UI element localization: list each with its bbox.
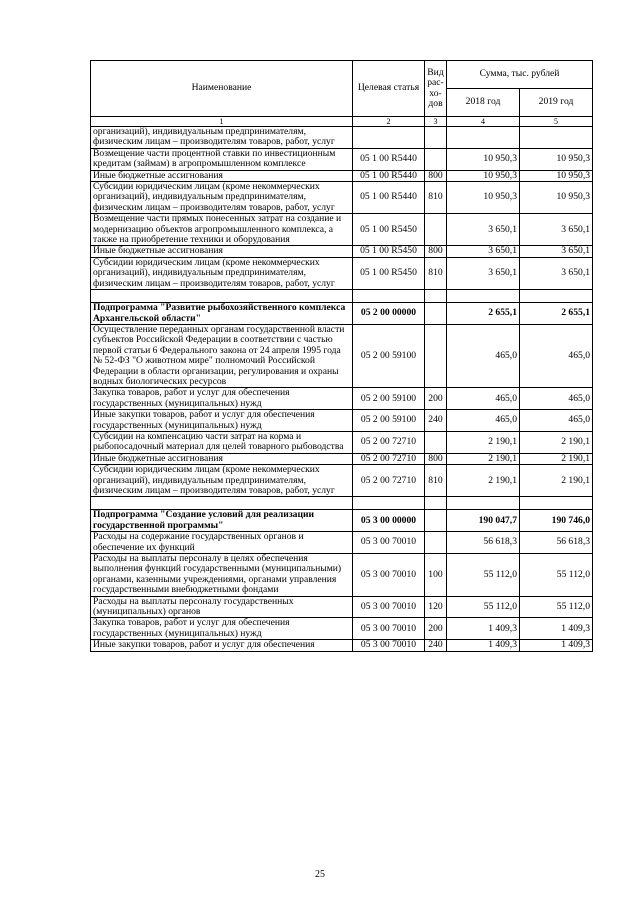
subprogram-row xyxy=(91,303,593,325)
sum-2019-cell: 3 650,1 xyxy=(520,214,593,246)
sum-2019-cell: 1 409,3 xyxy=(520,640,593,651)
row-name-cell: Расходы на выплаты персоналу государственных (муниципальных) органов xyxy=(91,596,353,618)
expense-type-cell xyxy=(425,532,447,554)
row-name-cell: Субсидии юридическим лицам (кроме некоммерческих организаций), индивидуальным предпринимателям, физическим лицам – производителям товаров, работ, услуг xyxy=(91,257,353,289)
row-name-cell: Подпрограмма "Создание условий для реализации государственной программы" xyxy=(91,510,353,532)
table-row xyxy=(91,596,593,618)
header-year-2019: 2019 год xyxy=(520,89,593,117)
table-row xyxy=(91,618,593,640)
row-name-cell: организаций), индивидуальным предпринимателям, физическим лицам – производителям товаров, работ, услуг xyxy=(91,127,353,149)
sum-2019-cell: 2 190,1 xyxy=(520,465,593,497)
target-article-cell: 05 1 00 R5440 xyxy=(353,148,425,170)
table-row xyxy=(91,170,593,181)
sum-2018-cell: 1 409,3 xyxy=(447,618,520,640)
sum-2018-cell: 465,0 xyxy=(447,388,520,410)
expense-type-cell xyxy=(425,324,447,387)
sum-2019-cell: 465,0 xyxy=(520,324,593,387)
column-number-row xyxy=(91,117,593,127)
sum-2018-cell: 2 190,1 xyxy=(447,453,520,464)
table-row xyxy=(91,148,593,170)
target-article-cell: 05 3 00 70010 xyxy=(353,618,425,640)
target-article-cell: 05 2 00 59100 xyxy=(353,410,425,432)
row-name-cell: Возмещение части процентной ставки по инвестиционным кредитам (займам) в агропромышленном комплексе xyxy=(91,148,353,170)
sum-2019-cell xyxy=(520,127,593,149)
sum-2018-cell: 465,0 xyxy=(447,324,520,387)
row-name-cell: Иные закупки товаров, работ и услуг для обеспечения государственных (муниципальных) нужд xyxy=(91,410,353,432)
sum-2019-cell: 3 650,1 xyxy=(520,257,593,289)
row-name-cell: Иные бюджетные ассигнования xyxy=(91,453,353,464)
expense-type-cell: 200 xyxy=(425,618,447,640)
expense-type-cell: 810 xyxy=(425,257,447,289)
sum-2018-cell: 10 950,3 xyxy=(447,182,520,214)
row-name-cell: Субсидии юридическим лицам (кроме некоммерческих организаций), индивидуальным предпринимателям, физическим лицам – производителям товаров, работ, услуг xyxy=(91,182,353,214)
sum-2019-cell: 2 190,1 xyxy=(520,453,593,464)
target-article-cell: 05 1 00 R5450 xyxy=(353,246,425,257)
target-article-cell: 05 3 00 00000 xyxy=(353,510,425,532)
target-article-cell: 05 1 00 R5440 xyxy=(353,170,425,181)
sum-2019-cell: 10 950,3 xyxy=(520,182,593,214)
sum-2019-cell: 10 950,3 xyxy=(520,148,593,170)
expense-type-cell xyxy=(425,214,447,246)
row-name-cell: Расходы на выплаты персоналу в целях обеспечения выполнения функций государственными (муниципальными) органами, казенными учреждениями, органами управления государственными внебюджетными фондами xyxy=(91,554,353,597)
sum-2018-cell: 1 409,3 xyxy=(447,640,520,651)
sum-2018-cell: 2 655,1 xyxy=(447,303,520,325)
empty-cell xyxy=(353,290,425,303)
table-row xyxy=(91,246,593,257)
target-article-cell: 05 2 00 59100 xyxy=(353,388,425,410)
sum-2019-cell: 2 190,1 xyxy=(520,431,593,453)
expense-type-cell xyxy=(425,148,447,170)
sum-2018-cell: 3 650,1 xyxy=(447,257,520,289)
sum-2018-cell: 10 950,3 xyxy=(447,170,520,181)
target-article-cell: 05 1 00 R5450 xyxy=(353,214,425,246)
sum-2018-cell: 55 112,0 xyxy=(447,554,520,597)
empty-cell xyxy=(520,497,593,510)
sum-2018-cell: 2 190,1 xyxy=(447,465,520,497)
page-number: 25 xyxy=(315,869,325,880)
table-row xyxy=(91,532,593,554)
column-number: 2 xyxy=(353,117,425,127)
row-name-cell: Осуществление переданных органам государственной власти субъектов Российской Федерации в соответствии с частью первой статьи 6 Федерального закона от 24 апреля 1995 года № 52-ФЗ "О животном мире" полномочий Российской Федерации в области организации, регулирования и охраны водных биологических ресурсов xyxy=(91,324,353,387)
sum-2018-cell: 465,0 xyxy=(447,410,520,432)
row-name-cell: Возмещение части прямых понесенных затрат на создание и модернизацию объектов агропромышленного комплекса, а также на приобретение техники и оборудования xyxy=(91,214,353,246)
table-row xyxy=(91,214,593,246)
target-article-cell: 05 1 00 R5450 xyxy=(353,257,425,289)
row-name-cell: Иные бюджетные ассигнования xyxy=(91,170,353,181)
expense-type-cell: 810 xyxy=(425,465,447,497)
expense-type-cell: 120 xyxy=(425,596,447,618)
table-row xyxy=(91,465,593,497)
expense-type-cell: 100 xyxy=(425,554,447,597)
empty-cell xyxy=(91,497,353,510)
target-article-cell: 05 3 00 70010 xyxy=(353,596,425,618)
header-name: Наименование xyxy=(91,61,353,117)
table-row xyxy=(91,453,593,464)
row-name-cell: Субсидии юридическим лицам (кроме некоммерческих организаций), индивидуальным предпринимателям, физическим лицам – производителям товаров, работ, услуг xyxy=(91,465,353,497)
table-row xyxy=(91,257,593,289)
table-row xyxy=(91,182,593,214)
header-year-2018: 2018 год xyxy=(447,89,520,117)
table-spacer-row xyxy=(91,497,593,510)
target-article-cell: 05 2 00 59100 xyxy=(353,324,425,387)
row-name-cell: Иные бюджетные ассигнования xyxy=(91,246,353,257)
table-row xyxy=(91,410,593,432)
target-article-cell: 05 1 00 R5440 xyxy=(353,182,425,214)
sum-2018-cell: 190 047,7 xyxy=(447,510,520,532)
empty-cell xyxy=(520,290,593,303)
target-article-cell: 05 3 00 70010 xyxy=(353,640,425,651)
expense-type-cell xyxy=(425,127,447,149)
table-row xyxy=(91,388,593,410)
sum-2019-cell: 55 112,0 xyxy=(520,596,593,618)
empty-cell xyxy=(353,497,425,510)
expense-type-cell: 800 xyxy=(425,246,447,257)
empty-cell xyxy=(447,497,520,510)
row-name-cell: Подпрограмма "Развитие рыбохозяйственного комплекса Архангельской области" xyxy=(91,303,353,325)
empty-cell xyxy=(425,497,447,510)
expense-type-cell xyxy=(425,303,447,325)
table-row xyxy=(91,431,593,453)
row-name-cell: Иные закупки товаров, работ и услуг для обеспечения xyxy=(91,640,353,651)
table-row xyxy=(91,324,593,387)
sum-2019-cell: 190 746,0 xyxy=(520,510,593,532)
expense-type-cell: 200 xyxy=(425,388,447,410)
table-row xyxy=(91,640,593,651)
sum-2019-cell: 2 655,1 xyxy=(520,303,593,325)
column-number: 1 xyxy=(91,117,353,127)
sum-2019-cell: 465,0 xyxy=(520,388,593,410)
table-spacer-row xyxy=(91,290,593,303)
column-number: 4 xyxy=(447,117,520,127)
sum-2018-cell: 10 950,3 xyxy=(447,148,520,170)
table-row xyxy=(91,127,593,149)
sum-2018-cell: 56 618,3 xyxy=(447,532,520,554)
expense-type-cell xyxy=(425,431,447,453)
empty-cell xyxy=(447,290,520,303)
sum-2019-cell: 10 950,3 xyxy=(520,170,593,181)
sum-2018-cell: 2 190,1 xyxy=(447,431,520,453)
row-name-cell: Расходы на содержание государственных органов и обеспечение их функций xyxy=(91,532,353,554)
column-number: 3 xyxy=(425,117,447,127)
expense-type-cell: 240 xyxy=(425,640,447,651)
sum-2018-cell: 3 650,1 xyxy=(447,214,520,246)
target-article-cell: 05 2 00 72710 xyxy=(353,431,425,453)
target-article-cell: 05 2 00 72710 xyxy=(353,453,425,464)
row-name-cell: Субсидии на компенсацию части затрат на корма и рыбопосадочный материал для целей товарного рыбоводства xyxy=(91,431,353,453)
sum-2018-cell xyxy=(447,127,520,149)
target-article-cell xyxy=(353,127,425,149)
target-article-cell: 05 2 00 00000 xyxy=(353,303,425,325)
sum-2019-cell: 3 650,1 xyxy=(520,246,593,257)
row-name-cell: Закупка товаров, работ и услуг для обеспечения государственных (муниципальных) нужд xyxy=(91,388,353,410)
table-body xyxy=(91,127,593,652)
sum-2018-cell: 3 650,1 xyxy=(447,246,520,257)
target-article-cell: 05 3 00 70010 xyxy=(353,532,425,554)
column-number: 5 xyxy=(520,117,593,127)
expense-type-cell: 240 xyxy=(425,410,447,432)
empty-cell xyxy=(91,290,353,303)
expense-type-cell: 800 xyxy=(425,170,447,181)
sum-2019-cell: 55 112,0 xyxy=(520,554,593,597)
budget-table xyxy=(90,60,593,652)
header-target-article: Целевая статья xyxy=(353,61,425,117)
target-article-cell: 05 3 00 70010 xyxy=(353,554,425,597)
target-article-cell: 05 2 00 72710 xyxy=(353,465,425,497)
sum-2019-cell: 56 618,3 xyxy=(520,532,593,554)
subprogram-row xyxy=(91,510,593,532)
sum-2018-cell: 55 112,0 xyxy=(447,596,520,618)
header-expense-type: Вид рас-хо-дов xyxy=(425,61,447,117)
expense-type-cell xyxy=(425,510,447,532)
empty-cell xyxy=(425,290,447,303)
sum-2019-cell: 465,0 xyxy=(520,410,593,432)
header-sum: Сумма, тыс. рублей xyxy=(447,61,593,89)
expense-type-cell: 800 xyxy=(425,453,447,464)
expense-type-cell: 810 xyxy=(425,182,447,214)
table-row xyxy=(91,554,593,597)
sum-2019-cell: 1 409,3 xyxy=(520,618,593,640)
row-name-cell: Закупка товаров, работ и услуг для обеспечения государственных (муниципальных) нужд xyxy=(91,618,353,640)
